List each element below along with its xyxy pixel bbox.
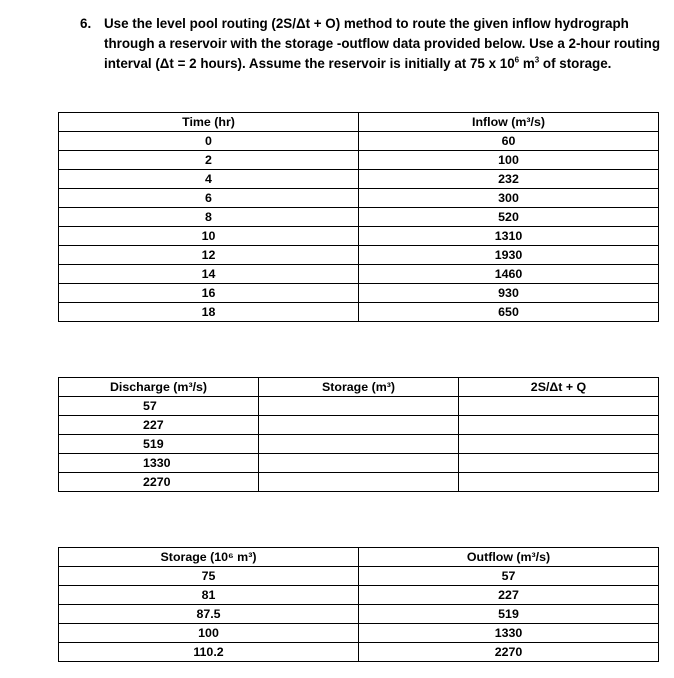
problem-line-2: through a reservoir with the storage -outflow data provided below. Use a 2-hour routing <box>104 36 661 51</box>
table-row <box>59 284 659 303</box>
header-row <box>59 378 659 397</box>
table-cell: 227 <box>59 416 259 435</box>
header-row <box>59 548 659 567</box>
table-cell: 2 <box>59 151 359 170</box>
table-cell: 110.2 <box>59 643 359 662</box>
table-cell <box>259 435 459 454</box>
table-cell: 520 <box>359 208 659 227</box>
table-row <box>59 567 659 586</box>
problem-line-3-c: of storage. <box>539 56 612 71</box>
table-cell <box>459 397 659 416</box>
table-cell: 57 <box>359 567 659 586</box>
inflow-hydrograph-table <box>58 112 659 322</box>
table-row <box>59 246 659 265</box>
table-cell: 60 <box>359 132 659 151</box>
table-cell: 10 <box>59 227 359 246</box>
column-header: Storage (10⁶ m³) <box>59 548 359 567</box>
table-row <box>59 132 659 151</box>
problem-line-3-b: m <box>519 56 535 71</box>
table-cell: 100 <box>59 624 359 643</box>
table-cell: 1310 <box>359 227 659 246</box>
column-header: Outflow (m³/s) <box>359 548 659 567</box>
column-header: Inflow (m³/s) <box>359 113 659 132</box>
table-cell: 16 <box>59 284 359 303</box>
table-cell <box>259 416 459 435</box>
routing-computation-table <box>58 377 659 492</box>
table-cell: 2270 <box>359 643 659 662</box>
table-cell: 0 <box>59 132 359 151</box>
table-cell <box>459 435 659 454</box>
table-cell <box>459 454 659 473</box>
problem-number: 6. <box>80 16 92 31</box>
table-cell <box>259 397 459 416</box>
table-row <box>59 586 659 605</box>
problem-line-1: Use the level pool routing (2S/Δt + O) method to route the given inflow hydrograph <box>104 16 629 31</box>
table-cell: 12 <box>59 246 359 265</box>
table-cell: 14 <box>59 265 359 284</box>
table-row <box>59 265 659 284</box>
column-header: Time (hr) <box>59 113 359 132</box>
table-cell: 1460 <box>359 265 659 284</box>
table-cell <box>259 454 459 473</box>
table-cell: 1930 <box>359 246 659 265</box>
table-row <box>59 170 659 189</box>
problem-line-3 <box>104 54 664 74</box>
table-cell: 100 <box>359 151 659 170</box>
exponent-3: 3 <box>534 55 540 65</box>
table-cell <box>259 473 459 492</box>
table-cell <box>459 473 659 492</box>
table-row <box>59 454 659 473</box>
table-cell: 227 <box>359 586 659 605</box>
table-row <box>59 208 659 227</box>
table-row <box>59 303 659 322</box>
table-cell: 6 <box>59 189 359 208</box>
table-row <box>59 151 659 170</box>
table-cell: 232 <box>359 170 659 189</box>
exponent-6: 6 <box>514 55 520 65</box>
table-cell: 18 <box>59 303 359 322</box>
table-row <box>59 416 659 435</box>
table-cell: 650 <box>359 303 659 322</box>
table-cell: 1330 <box>359 624 659 643</box>
table-row <box>59 643 659 662</box>
table-cell: 1330 <box>59 454 259 473</box>
table-row <box>59 227 659 246</box>
table-cell: 4 <box>59 170 359 189</box>
table-cell: 75 <box>59 567 359 586</box>
table-row <box>59 473 659 492</box>
column-header: 2S/Δt + Q <box>459 378 659 397</box>
table-cell: 300 <box>359 189 659 208</box>
problem-line-3-a: interval (Δt = 2 hours). Assume the reservoir is initially at 75 x 10 <box>104 56 515 71</box>
table-row <box>59 189 659 208</box>
storage-outflow-table <box>58 547 659 662</box>
table-cell: 930 <box>359 284 659 303</box>
table-row <box>59 624 659 643</box>
table-row <box>59 435 659 454</box>
table-cell <box>459 416 659 435</box>
table-cell: 8 <box>59 208 359 227</box>
table-cell: 519 <box>59 435 259 454</box>
table-cell: 2270 <box>59 473 259 492</box>
header-row <box>59 113 659 132</box>
table-cell: 57 <box>59 397 259 416</box>
table-row <box>59 397 659 416</box>
table-cell: 81 <box>59 586 359 605</box>
table-cell: 519 <box>359 605 659 624</box>
column-header: Storage (m³) <box>259 378 459 397</box>
column-header: Discharge (m³/s) <box>59 378 259 397</box>
table-row <box>59 605 659 624</box>
table-cell: 87.5 <box>59 605 359 624</box>
